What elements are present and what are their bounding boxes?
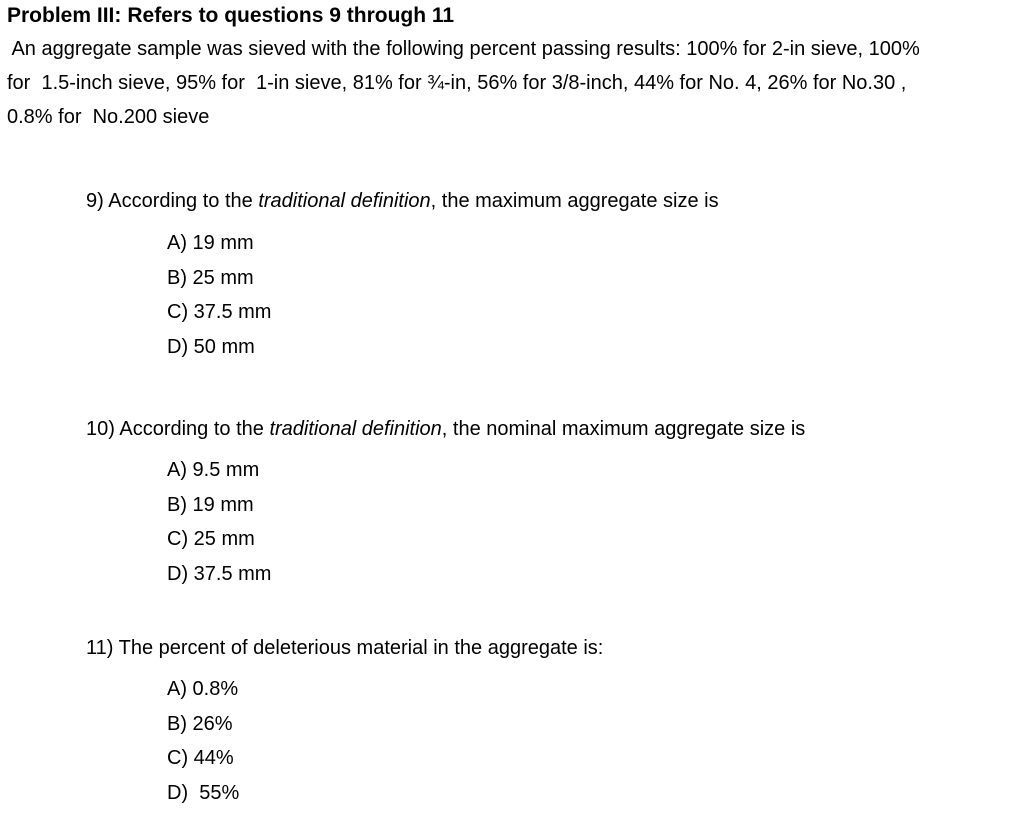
problem-statement (7, 32, 1019, 134)
question-9-option-c: C) 37.5 mm (167, 301, 272, 323)
question-9 (86, 187, 719, 215)
question-9-option-a: A) 19 mm (167, 232, 254, 254)
question-11-option-b: B) 26% (167, 712, 233, 735)
question-9-suffix: , the maximum aggregate size is (430, 190, 719, 212)
question-11-options (167, 675, 239, 813)
question-9-emphasis: traditional definition (258, 190, 431, 212)
question-10-option-c: C) 25 mm (167, 528, 255, 550)
statement-line-2: for 1.5-inch sieve, 95% for 1-in sieve, 81% for ¾-in, 56% for 3/8-inch, 44% for No. 4, 26% for No.30 , (7, 72, 907, 94)
question-11-option-d: D) 55% (167, 781, 240, 804)
statement-line-1: An aggregate sample was sieved with the following percent passing results: 100% for 2-in sieve, 100% (7, 38, 920, 60)
problem-label: Problem III: (7, 4, 122, 27)
question-10-emphasis: traditional definition (269, 418, 442, 440)
question-10-option-d: D) 37.5 mm (167, 562, 272, 585)
question-10 (86, 415, 805, 443)
question-9-option-b: B) 25 mm (167, 266, 254, 289)
question-9-options (167, 229, 271, 367)
question-10-options (167, 456, 271, 594)
question-11-prefix: 11) The percent of deleterious material in the aggregate is: (86, 637, 604, 659)
question-10-prefix: 10) According to the (86, 418, 270, 440)
question-10-option-a: A) 9.5 mm (167, 459, 260, 481)
question-9-option-d: D) 50 mm (167, 335, 255, 358)
question-10-option-b: B) 19 mm (167, 493, 254, 516)
statement-line-3: 0.8% for No.200 sieve (7, 106, 210, 128)
question-11-option-a: A) 0.8% (167, 678, 239, 700)
question-11 (86, 634, 603, 662)
question-9-prefix: 9) According to the (86, 190, 259, 212)
problem-heading (7, 2, 454, 30)
question-11-option-c: C) 44% (167, 747, 234, 769)
problem-subtitle: Refers to questions 9 through 11 (127, 4, 455, 27)
question-10-suffix: , the nominal maximum aggregate size is (441, 418, 806, 440)
